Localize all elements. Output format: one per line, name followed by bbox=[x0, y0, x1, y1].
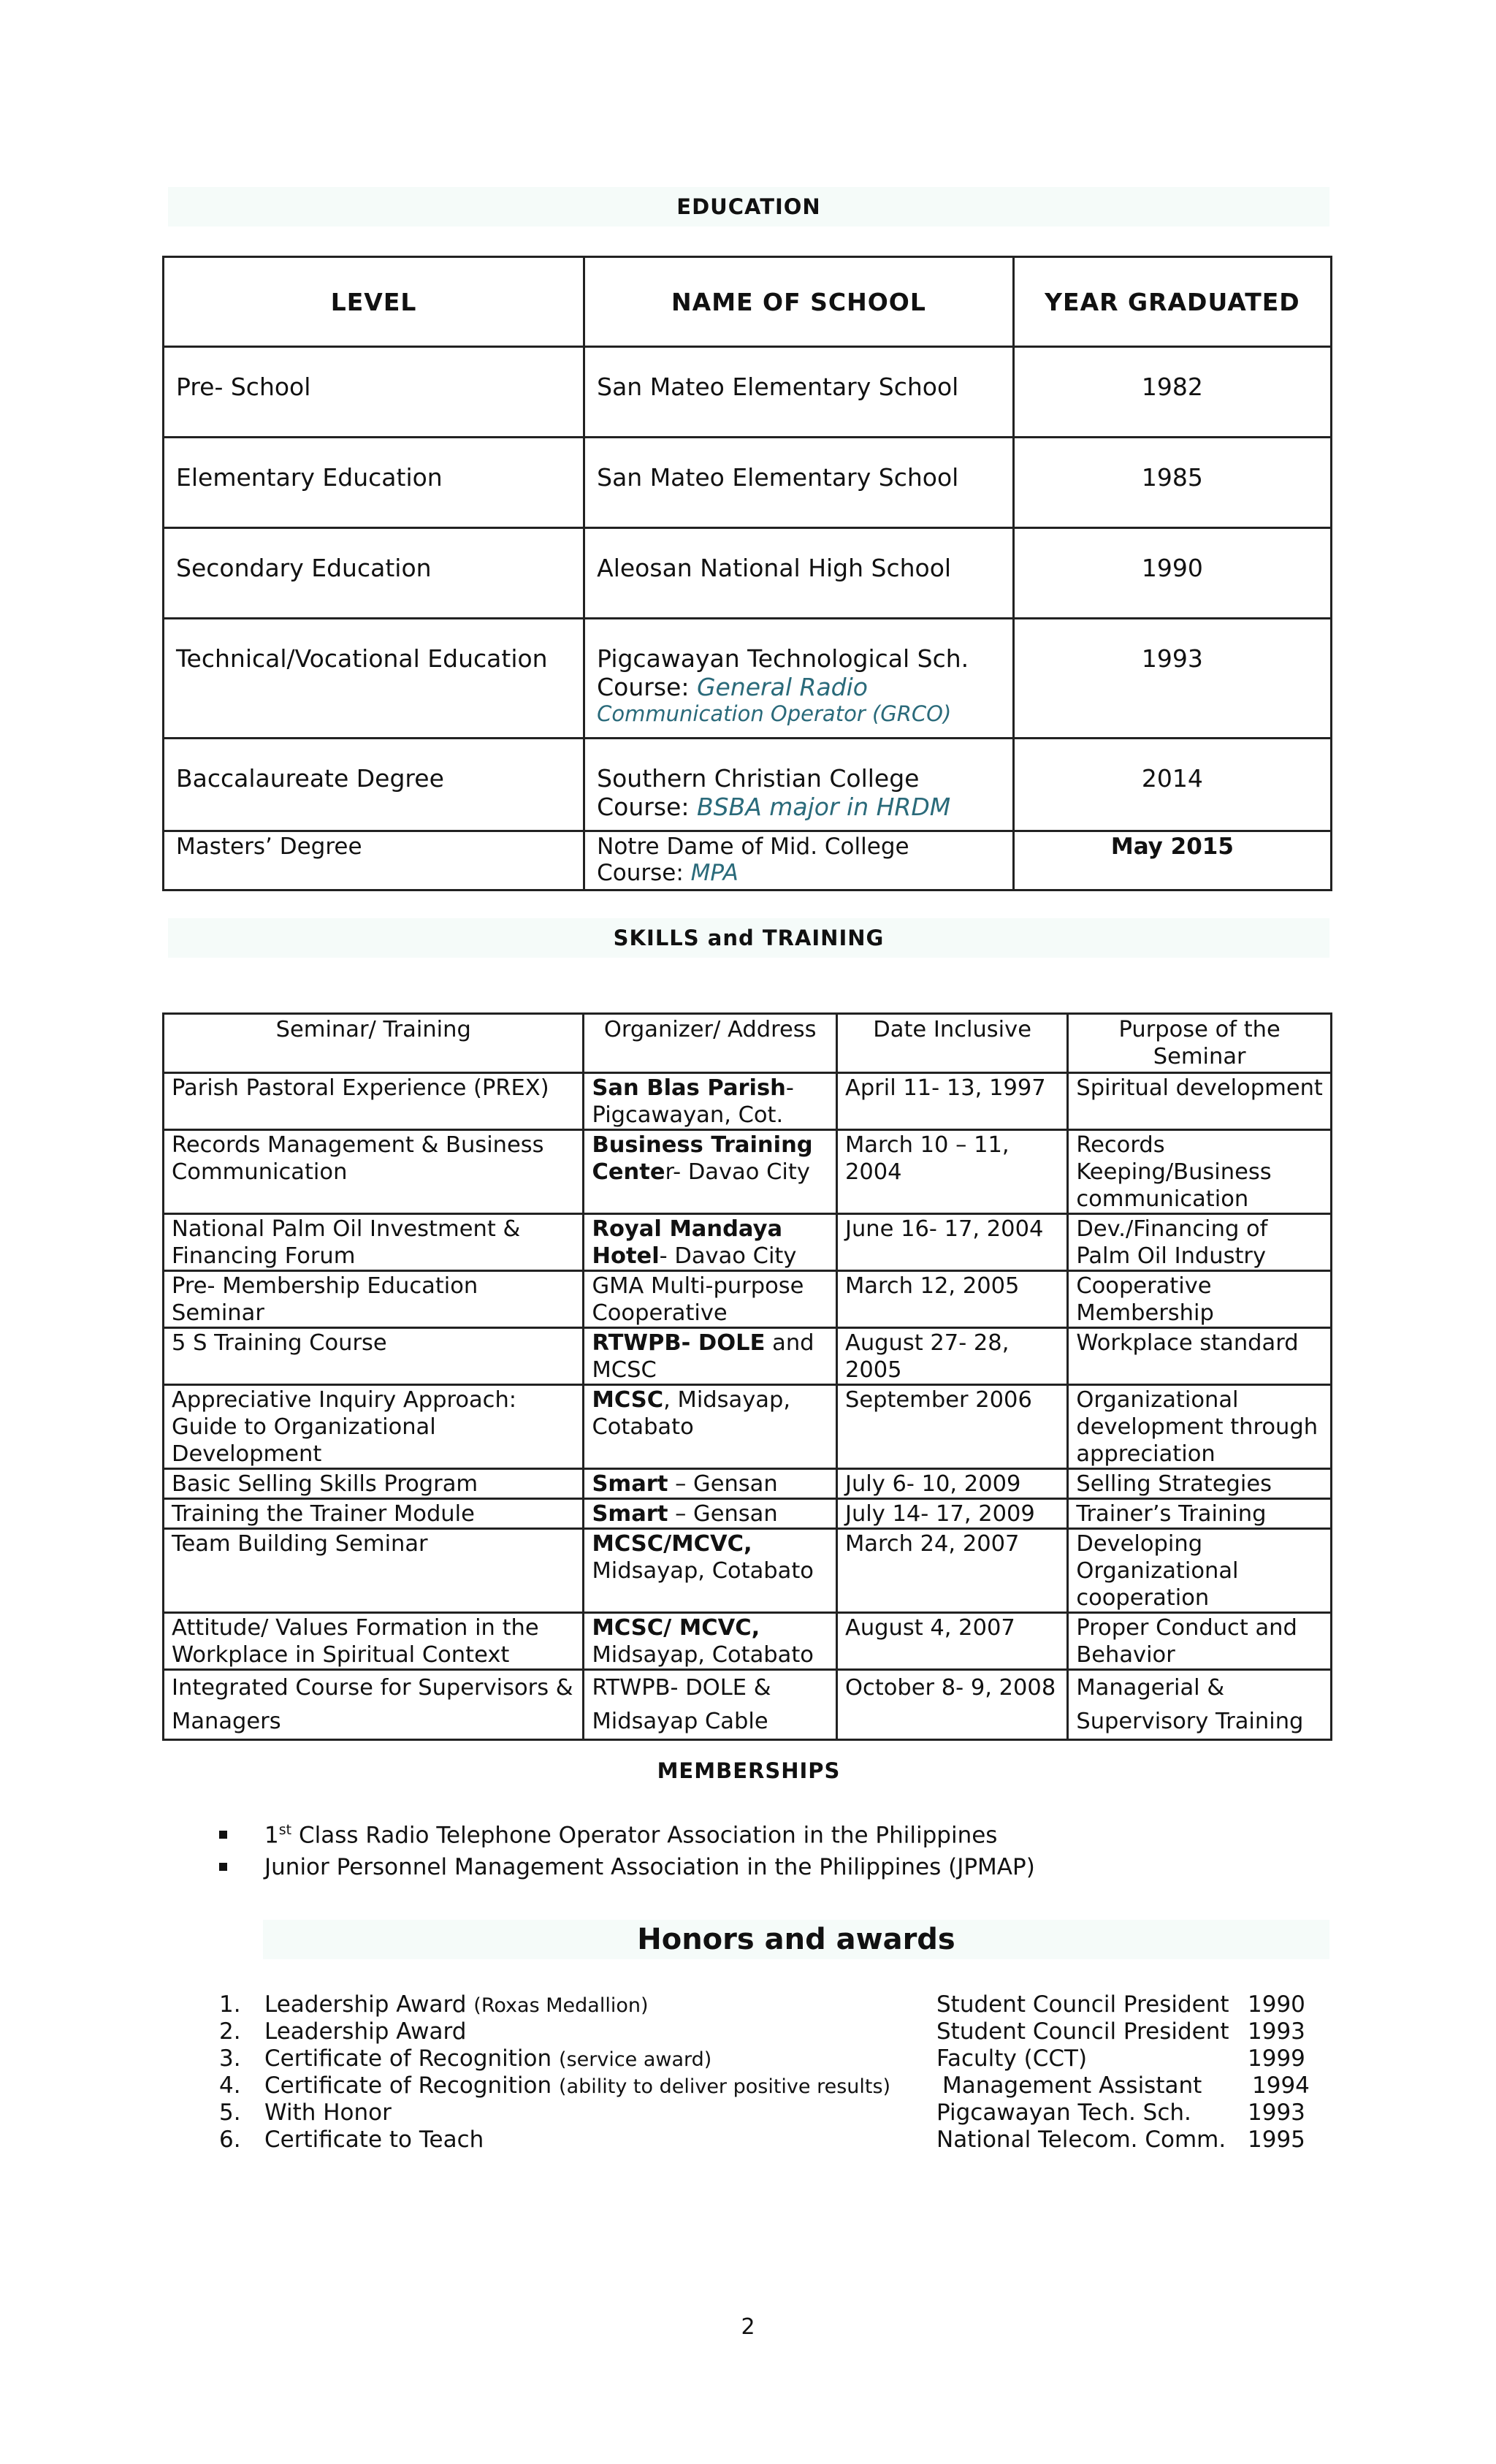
purpose-cell: Records Keeping/Business communication bbox=[1068, 1130, 1332, 1214]
table-row bbox=[164, 1499, 1332, 1529]
seminar-cell: 5 S Training Course bbox=[164, 1328, 584, 1385]
purpose-cell: Cooperative Membership bbox=[1068, 1271, 1332, 1328]
list-item bbox=[219, 2018, 1329, 2045]
purpose-cell: Selling Strategies bbox=[1068, 1469, 1332, 1499]
year-cell: 1982 bbox=[1013, 347, 1331, 438]
page-number: 2 bbox=[741, 2314, 755, 2340]
date-cell: September 2006 bbox=[836, 1385, 1067, 1469]
award-name: Leadership Award bbox=[264, 2018, 467, 2045]
date-cell: April 11- 13, 1997 bbox=[836, 1073, 1067, 1130]
organizer-address: - Davao City bbox=[659, 1243, 797, 1269]
date-cell: March 24, 2007 bbox=[836, 1529, 1067, 1613]
award-year: 1993 bbox=[1248, 2018, 1305, 2045]
purpose-cell: Workplace standard bbox=[1068, 1328, 1332, 1385]
course-label: Course: bbox=[597, 673, 690, 701]
item-number: 2. bbox=[219, 2018, 241, 2045]
column-header-level: LEVEL bbox=[164, 257, 584, 347]
table-row bbox=[164, 1529, 1332, 1613]
award-name: Leadership Award (Roxas Medallion) bbox=[264, 1991, 649, 2018]
organizer-address: Midsayap, Cotabato bbox=[592, 1642, 814, 1668]
award-position: Student Council President bbox=[936, 1991, 1229, 2018]
level-cell: Masters’ Degree bbox=[164, 831, 584, 890]
award-name: With Honor bbox=[264, 2099, 392, 2126]
seminar-cell: Records Management & Business Communication bbox=[164, 1130, 584, 1214]
award-year: 1990 bbox=[1248, 1991, 1305, 2018]
organizer-cell bbox=[584, 1613, 836, 1670]
award-position: Student Council President bbox=[936, 2018, 1229, 2045]
year-cell: May 2015 bbox=[1013, 831, 1331, 890]
list-item bbox=[219, 2127, 1329, 2154]
skills-heading: SKILLS and TRAINING bbox=[168, 918, 1329, 958]
organizer-cell bbox=[584, 1271, 836, 1328]
organizer-name: MCSC/MCVC, bbox=[592, 1531, 752, 1557]
item-number: 3. bbox=[219, 2045, 241, 2072]
organizer-cell bbox=[584, 1499, 836, 1529]
table-row bbox=[164, 1670, 1332, 1740]
table-row bbox=[164, 528, 1332, 619]
purpose-cell: Spiritual development bbox=[1068, 1073, 1332, 1130]
school-cell: San Mateo Elementary School bbox=[584, 438, 1014, 528]
education-heading: EDUCATION bbox=[168, 187, 1329, 226]
school-cell: San Mateo Elementary School bbox=[584, 347, 1014, 438]
school-name: Southern Christian College bbox=[597, 764, 920, 793]
award-position: National Telecom. Comm. bbox=[936, 2127, 1226, 2153]
course-name: BSBA major in HRDM bbox=[696, 793, 951, 821]
course-name: General Radio bbox=[696, 673, 868, 701]
organizer-name: Smart bbox=[592, 1501, 668, 1527]
organizer-address: – Gensan bbox=[668, 1501, 778, 1527]
school-name: Pigcawayan Technological Sch. bbox=[597, 644, 969, 673]
organizer-name: MCSC bbox=[592, 1387, 664, 1413]
date-cell: March 10 – 11, 2004 bbox=[836, 1130, 1067, 1214]
year-cell: 1993 bbox=[1013, 619, 1331, 739]
organizer-cell bbox=[584, 1385, 836, 1469]
purpose-cell: Dev./Financing of Palm Oil Industry bbox=[1068, 1214, 1332, 1271]
membership-text: 1st Class Radio Telephone Operator Association in the Philippines bbox=[264, 1822, 998, 1849]
item-number: 5. bbox=[219, 2099, 241, 2126]
organizer-name: Royal Mandaya Hotel bbox=[592, 1216, 783, 1269]
column-header-purpose: Purpose of the Seminar bbox=[1068, 1014, 1332, 1073]
award-position: Management Assistant bbox=[942, 2072, 1202, 2099]
award-position: Faculty (CCT) bbox=[936, 2045, 1088, 2072]
seminar-cell: National Palm Oil Investment & Financing Forum bbox=[164, 1214, 584, 1271]
membership-text: Junior Personnel Management Association in the Philippines (JPMAP) bbox=[264, 1854, 1035, 1880]
award-year: 1994 bbox=[1252, 2072, 1310, 2099]
school-cell: Aleosan National High School bbox=[584, 528, 1014, 619]
organizer-address: r- Davao City bbox=[665, 1159, 810, 1185]
item-number: 6. bbox=[219, 2127, 241, 2153]
table-row bbox=[164, 1613, 1332, 1670]
honors-heading: Honors and awards bbox=[263, 1920, 1329, 1959]
year-cell: 2014 bbox=[1013, 739, 1331, 831]
course-line bbox=[597, 860, 1001, 886]
course-name-continued: Communication Operator (GRCO) bbox=[597, 701, 952, 726]
column-header-organizer: Organizer/ Address bbox=[584, 1014, 836, 1073]
level-cell: Elementary Education bbox=[164, 438, 584, 528]
table-row bbox=[164, 1328, 1332, 1385]
seminar-cell: Pre- Membership Education Seminar bbox=[164, 1271, 584, 1328]
purpose-cell: Developing Organizational cooperation bbox=[1068, 1529, 1332, 1613]
organizer-cell bbox=[584, 1670, 836, 1740]
list-item bbox=[219, 1991, 1329, 2018]
date-cell: June 16- 17, 2004 bbox=[836, 1214, 1067, 1271]
course-line bbox=[597, 673, 1001, 701]
school-cell bbox=[584, 619, 1014, 739]
seminar-cell: Basic Selling Skills Program bbox=[164, 1469, 584, 1499]
organizer-name: San Blas Parish bbox=[592, 1075, 786, 1101]
date-cell: July 6- 10, 2009 bbox=[836, 1469, 1067, 1499]
date-cell: July 14- 17, 2009 bbox=[836, 1499, 1067, 1529]
date-cell: March 12, 2005 bbox=[836, 1271, 1067, 1328]
seminar-cell: Appreciative Inquiry Approach: Guide to Organizational Development bbox=[164, 1385, 584, 1469]
award-name: Certificate of Recognition (service award) bbox=[264, 2045, 712, 2072]
year-cell: 1985 bbox=[1013, 438, 1331, 528]
column-header-year: YEAR GRADUATED bbox=[1013, 257, 1331, 347]
organizer-cell bbox=[584, 1469, 836, 1499]
organizer-cell bbox=[584, 1328, 836, 1385]
organizer-name: RTWPB- DOLE bbox=[592, 1330, 766, 1356]
column-header-date: Date Inclusive bbox=[836, 1014, 1067, 1073]
table-row bbox=[164, 1469, 1332, 1499]
award-year: 1993 bbox=[1248, 2099, 1305, 2126]
organizer-address: , Midsayap, Cotabato bbox=[592, 1387, 791, 1440]
seminar-cell: Training the Trainer Module bbox=[164, 1499, 584, 1529]
award-name: Certificate to Teach bbox=[264, 2127, 484, 2153]
table-row bbox=[164, 1385, 1332, 1469]
organizer-cell bbox=[584, 1130, 836, 1214]
table-row bbox=[164, 739, 1332, 831]
table-row bbox=[164, 1271, 1332, 1328]
bullet-icon bbox=[219, 1831, 227, 1839]
list-item bbox=[219, 2072, 1329, 2099]
seminar-cell: Parish Pastoral Experience (PREX) bbox=[164, 1073, 584, 1130]
table-row bbox=[164, 1130, 1332, 1214]
seminar-cell: Integrated Course for Supervisors & Managers bbox=[164, 1670, 584, 1740]
organizer-name: Business Training Cente bbox=[592, 1132, 813, 1185]
course-name: MPA bbox=[690, 860, 739, 886]
purpose-cell: Proper Conduct and Behavior bbox=[1068, 1613, 1332, 1670]
date-cell: August 27- 28, 2005 bbox=[836, 1328, 1067, 1385]
course-label: Course: bbox=[597, 860, 684, 886]
course-line bbox=[597, 793, 1001, 821]
organizer-name: MCSC/ MCVC, bbox=[592, 1615, 760, 1641]
school-cell bbox=[584, 831, 1014, 890]
item-number: 1. bbox=[219, 1991, 241, 2018]
organizer-cell bbox=[584, 1214, 836, 1271]
organizer-address: – Gensan bbox=[668, 1471, 778, 1497]
purpose-cell: Managerial & Supervisory Training bbox=[1068, 1670, 1332, 1740]
table-row bbox=[164, 347, 1332, 438]
organizer-address: -Pigcawayan, Cot. bbox=[592, 1075, 794, 1128]
school-cell bbox=[584, 739, 1014, 831]
organizer-address: RTWPB- DOLE & Midsayap Cable bbox=[592, 1675, 771, 1734]
award-position: Pigcawayan Tech. Sch. bbox=[936, 2099, 1191, 2126]
level-cell: Baccalaureate Degree bbox=[164, 739, 584, 831]
seminar-cell: Attitude/ Values Formation in the Workplace in Spiritual Context bbox=[164, 1613, 584, 1670]
table-row bbox=[164, 1214, 1332, 1271]
table-row bbox=[164, 438, 1332, 528]
table-row bbox=[164, 1073, 1332, 1130]
table-header-row bbox=[164, 1014, 1332, 1073]
course-label: Course: bbox=[597, 793, 690, 821]
item-number: 4. bbox=[219, 2072, 241, 2099]
column-header-seminar: Seminar/ Training bbox=[164, 1014, 584, 1073]
column-header-school: NAME OF SCHOOL bbox=[584, 257, 1014, 347]
award-year: 1995 bbox=[1248, 2127, 1305, 2153]
organizer-cell bbox=[584, 1529, 836, 1613]
table-row bbox=[164, 831, 1332, 890]
table-row bbox=[164, 619, 1332, 739]
memberships-heading: MEMBERSHIPS bbox=[168, 1751, 1329, 1790]
purpose-cell: Trainer’s Training bbox=[1068, 1499, 1332, 1529]
school-name: Notre Dame of Mid. College bbox=[597, 834, 909, 860]
organizer-address: Midsayap, Cotabato bbox=[592, 1558, 814, 1584]
award-year: 1999 bbox=[1248, 2045, 1305, 2072]
seminar-cell: Team Building Seminar bbox=[164, 1529, 584, 1613]
level-cell: Pre- School bbox=[164, 347, 584, 438]
award-name: Certificate of Recognition (ability to deliver positive results) bbox=[264, 2072, 891, 2099]
education-table bbox=[162, 256, 1332, 891]
organizer-name: Smart bbox=[592, 1471, 668, 1497]
date-cell: August 4, 2007 bbox=[836, 1613, 1067, 1670]
table-header-row bbox=[164, 257, 1332, 347]
list-item bbox=[219, 2045, 1329, 2072]
list-item bbox=[219, 2099, 1329, 2127]
level-cell: Secondary Education bbox=[164, 528, 584, 619]
level-cell: Technical/Vocational Education bbox=[164, 619, 584, 739]
skills-table bbox=[162, 1012, 1332, 1741]
organizer-cell bbox=[584, 1073, 836, 1130]
organizer-address: GMA Multi-purpose Cooperative bbox=[592, 1273, 804, 1326]
bullet-icon bbox=[219, 1863, 227, 1871]
organizer-address: and MCSC bbox=[592, 1330, 814, 1383]
purpose-cell: Organizational development through appreciation bbox=[1068, 1385, 1332, 1469]
date-cell: October 8- 9, 2008 bbox=[836, 1670, 1067, 1740]
year-cell: 1990 bbox=[1013, 528, 1331, 619]
